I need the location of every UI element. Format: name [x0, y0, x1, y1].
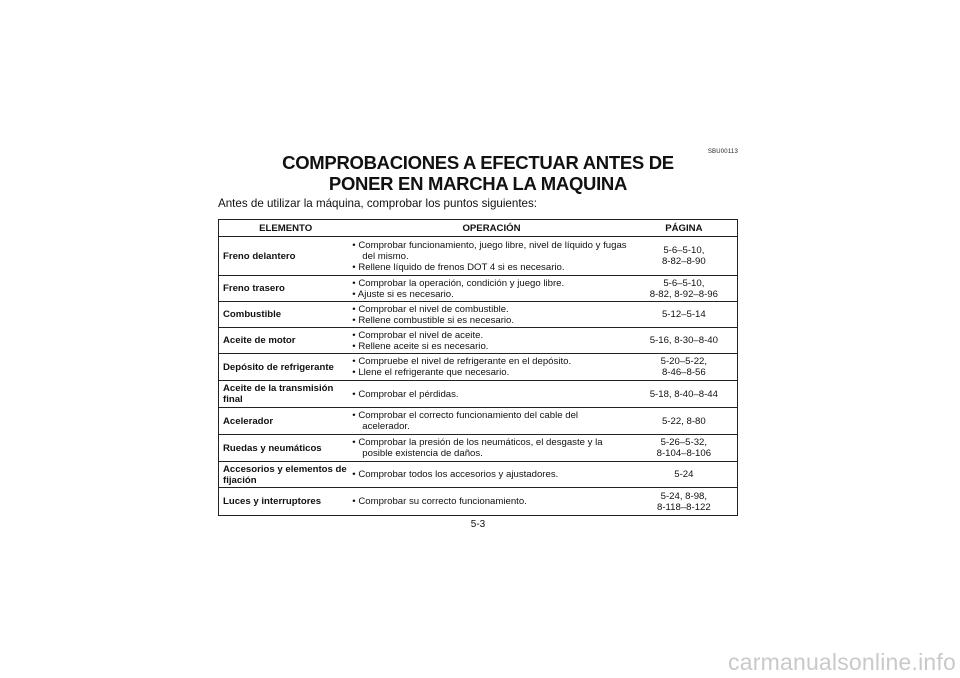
page-ref: 5-24 — [674, 469, 694, 480]
intro-text: Antes de utilizar la máquina, comprobar los puntos siguientes: — [218, 197, 538, 210]
row-operation — [352, 462, 630, 488]
section-code: SBU00113 — [707, 149, 738, 155]
row-operation — [352, 354, 630, 381]
table-row — [219, 381, 738, 408]
page-number: 5-3 — [470, 519, 486, 530]
row-element: Luces y interruptores — [223, 496, 322, 507]
row-element: Accesorios y elementos de fijación — [219, 462, 353, 488]
table-row — [219, 408, 738, 435]
table-row — [219, 354, 738, 381]
operation-item: • Comprobar la presión de los neumáticos, el desgaste y la posible existencia de daños. — [352, 437, 603, 459]
row-element: Ruedas y neumáticos — [219, 435, 353, 462]
row-element: Aceite de motor — [219, 328, 353, 354]
page-ref: 5-18, 8-40–8-44 — [649, 388, 718, 400]
table-row — [219, 237, 738, 276]
row-operation — [352, 381, 630, 408]
table-row — [219, 328, 738, 354]
row-pages — [631, 302, 738, 328]
row-pages — [631, 488, 738, 516]
page-ref: 8-118–8-122 — [657, 501, 711, 513]
page-ref: 5-24, 8-98, — [660, 490, 708, 502]
table-row — [219, 462, 738, 488]
watermark-text: carmanualsonline.info — [728, 649, 956, 675]
operation-item: • Comprobar la operación, condición y juego libre. — [352, 277, 565, 289]
row-operation — [352, 276, 630, 302]
table-row — [219, 302, 738, 328]
header-pagina: PÁGINA — [631, 220, 738, 237]
operation-item: • Rellene combustible si es necesario. — [352, 314, 515, 326]
operation-item: • Ajuste si es necesario. — [352, 288, 454, 300]
operation-item: • Comprobar funcionamiento, juego libre, nivel de líquido y fugas del mismo. — [352, 239, 627, 262]
table-row — [219, 488, 738, 516]
page-ref: 5-26–5-32, — [660, 437, 708, 448]
page-ref: 8-82, 8-92–8-96 — [649, 288, 718, 300]
row-operation — [352, 328, 630, 354]
row-element: Acelerador — [219, 408, 353, 435]
header-elemento: ELEMENTO — [219, 220, 353, 237]
page-ref: 5-20–5-22, — [660, 356, 708, 367]
row-element: Depósito de refrigerante — [219, 354, 353, 381]
title-line-2: PONER EN MARCHA LA MAQUINA — [328, 173, 628, 194]
row-pages — [631, 328, 738, 354]
row-operation — [352, 408, 630, 435]
table-header-row — [219, 220, 738, 237]
operation-item: • Comprobar su correcto funcionamiento. — [352, 496, 527, 507]
operation-item: • Comprobar el nivel de combustible. — [352, 303, 509, 315]
operation-item: • Llene el refrigerante que necesario. — [352, 367, 510, 378]
page-ref: 5-6–5-10, — [663, 245, 705, 256]
row-operation — [352, 237, 630, 276]
operation-item: • Comprobar todos los accesorios y ajustadores. — [352, 469, 559, 480]
row-element: Aceite de la transmisión final — [219, 381, 353, 408]
operation-item: • Comprobar el correcto funcionamiento del cable del acelerador. — [352, 410, 579, 432]
table-row — [219, 276, 738, 302]
row-operation — [352, 435, 630, 462]
row-pages — [631, 354, 738, 381]
row-pages — [631, 276, 738, 302]
operation-item: • Comprobar el nivel de aceite. — [352, 329, 484, 341]
row-pages — [631, 237, 738, 276]
title-line-1: COMPROBACIONES A EFECTUAR ANTES DE — [282, 152, 674, 173]
page-ref: 5-22, 8-80 — [661, 415, 706, 427]
page-ref: 8-82–8-90 — [661, 256, 706, 267]
page-ref: 5-16, 8-30–8-40 — [649, 335, 718, 346]
page-ref: 5-12–5-14 — [661, 309, 706, 320]
row-element: Freno trasero — [219, 276, 353, 302]
row-operation — [352, 302, 630, 328]
operation-item: • Comprobar el pérdidas. — [352, 388, 459, 400]
row-pages — [631, 408, 738, 435]
page-title — [218, 152, 738, 194]
page-ref: 5-6–5-10, — [663, 277, 705, 289]
operation-item: • Rellene aceite si es necesario. — [352, 340, 489, 352]
row-pages — [631, 381, 738, 408]
operation-item: • Compruebe el nivel de refrigerante en el depósito. — [352, 356, 572, 367]
page-ref: 8-104–8-106 — [656, 448, 712, 459]
header-operacion: OPERACIÓN — [352, 220, 630, 237]
page-ref: 8-46–8-56 — [661, 367, 706, 378]
row-element: Freno delantero — [219, 237, 353, 276]
row-element: Combustible — [219, 302, 353, 328]
row-pages — [631, 435, 738, 462]
operation-item: • Rellene líquido de frenos DOT 4 si es necesario. — [352, 261, 565, 273]
pre-operation-checks-table — [218, 219, 738, 516]
table-row — [219, 435, 738, 462]
row-pages — [631, 462, 738, 488]
row-operation — [352, 488, 630, 516]
